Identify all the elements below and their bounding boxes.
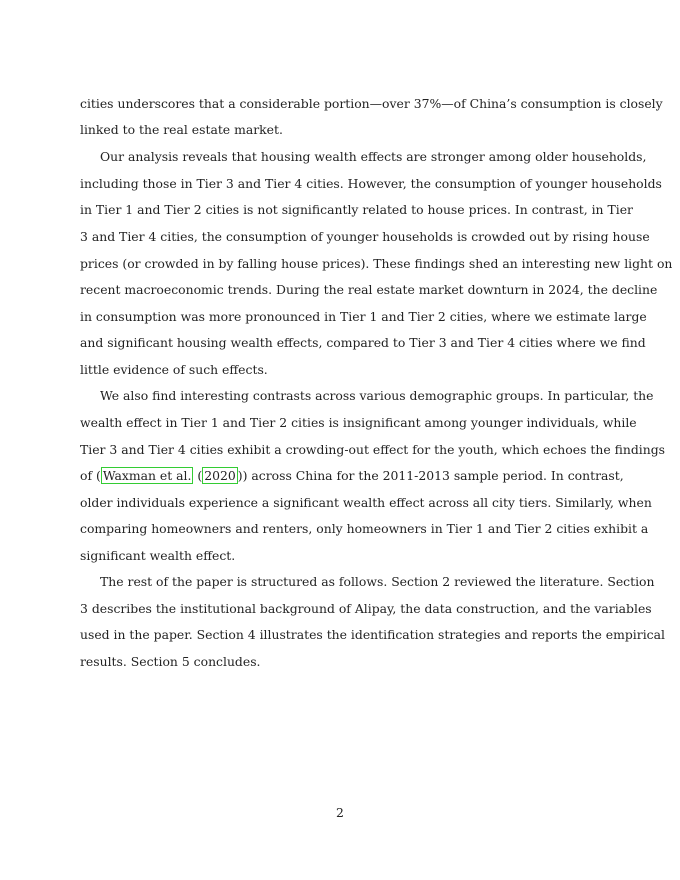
text-line: and significant housing wealth effects, compared to Tier 3 and Tier 4 cities where we find (80, 335, 646, 350)
text-line: wealth effect in Tier 1 and Tier 2 cities is insignificant among younger individuals, while (80, 415, 637, 430)
citation-year-link[interactable]: 2020 (204, 468, 236, 483)
text-line: 3 describes the institutional background of Alipay, the data construction, and the variables (80, 601, 652, 616)
citation-prefix: of ( (80, 468, 101, 483)
text-line: We also find interesting contrasts across various demographic groups. In particular, the (100, 388, 654, 403)
text-line: older individuals experience a significant wealth effect across all city tiers. Similarly, when (80, 495, 652, 510)
text-line: little evidence of such effects. (80, 362, 268, 377)
text-line: in consumption was more pronounced in Tier 1 and Tier 2 cities, where we estimate large (80, 309, 647, 324)
text-line: Tier 3 and Tier 4 cities exhibit a crowding-out effect for the youth, which echoes the findings (80, 442, 666, 457)
text-line: The rest of the paper is structured as follows. Section 2 reviewed the literature. Section (100, 574, 655, 589)
text-line: 3 and Tier 4 cities, the consumption of younger households is crowded out by rising house (80, 229, 650, 244)
text-line: recent macroeconomic trends. During the real estate market downturn in 2024, the decline (80, 282, 658, 297)
text-line: in Tier 1 and Tier 2 cities is not significantly related to house prices. In contrast, in Tier (80, 202, 633, 217)
citation-middle: ( (193, 468, 203, 483)
page-number: 2 (336, 805, 344, 820)
text-line: comparing homeowners and renters, only homeowners in Tier 1 and Tier 2 cities exhibit a (80, 521, 649, 536)
text-line: including those in Tier 3 and Tier 4 cities. However, the consumption of younger households (80, 176, 662, 191)
citation-author-link[interactable]: Waxman et al. (102, 468, 192, 483)
citation-text-line (80, 468, 624, 484)
text-line: Our analysis reveals that housing wealth effects are stronger among older households, (100, 149, 647, 164)
text-line: results. Section 5 concludes. (80, 654, 261, 669)
text-line: linked to the real estate market. (80, 122, 283, 137)
text-line: significant wealth effect. (80, 548, 236, 563)
text-line: used in the paper. Section 4 illustrates the identification strategies and reports the empirical (80, 627, 665, 642)
text-line: cities underscores that a considerable portion—over 37%—of China’s consumption is closely (80, 96, 663, 111)
citation-suffix: )) across China for the 2011-2013 sample period. In contrast, (237, 468, 624, 483)
text-line: prices (or crowded in by falling house prices). These findings shed an interesting new light on (80, 256, 673, 271)
